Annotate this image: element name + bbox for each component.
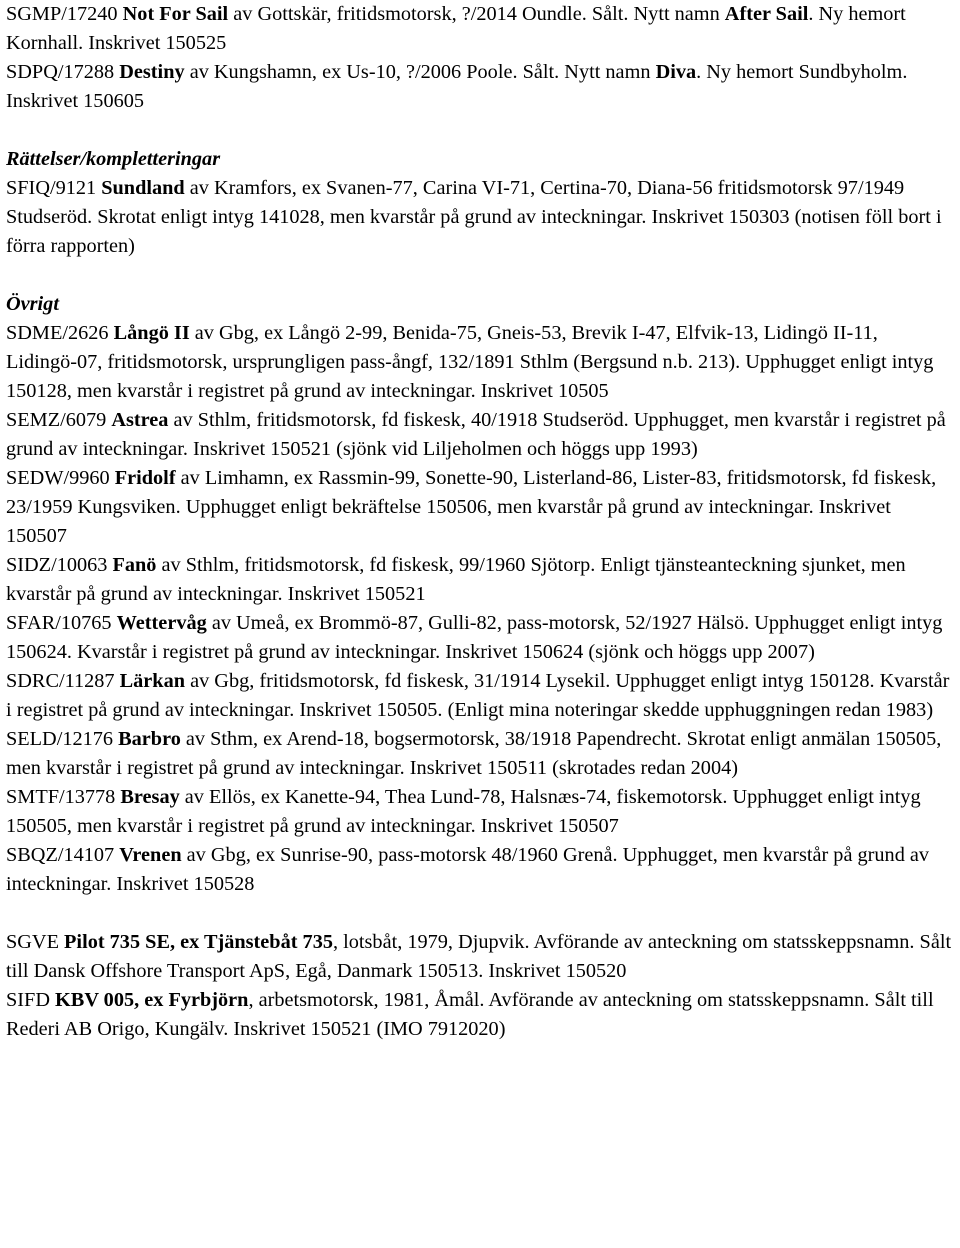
- entry-text: SBQZ/14107: [6, 844, 120, 866]
- vessel-name: After Sail: [724, 3, 809, 25]
- vessel-name: Pilot 735 SE, ex Tjänstebåt 735: [64, 931, 333, 953]
- vessel-entry: [6, 319, 956, 406]
- vessel-entry: [6, 58, 956, 116]
- entry-text: SDPQ/17288: [6, 61, 120, 83]
- entry-text: av Kungshamn, ex Us-10, ?/2006 Poole. Sålt. Nytt namn: [184, 61, 656, 83]
- vessel-entry: [6, 609, 956, 667]
- vessel-entry: [6, 464, 956, 551]
- entry-text: av Umeå, ex Brommö-87, Gulli-82, pass-motorsk, 52/1927 Hälsö. Upphugget enligt intyg 150624. Kvarstår i registret på grund av inteckningar. Inskrivet 150624 (sjönk och höggs upp 2007): [6, 612, 943, 663]
- entry-text: av Sthm, ex Arend-18, bogsermotorsk, 38/1918 Papendrecht. Skrotat enligt anmälan 150505, men kvarstår i registret på grund av inteckningar. Inskrivet 150511 (skrotades redan 2004): [6, 728, 942, 779]
- entry-text: , arbetsmotorsk, 1981, Åmål. Avförande av anteckning om statsskeppsnamn. Sålt till Rederi AB Origo, Kungälv. Inskrivet 150521 (IMO 7912020): [6, 989, 934, 1040]
- entry-text: SEDW/9960: [6, 467, 115, 489]
- entry-text: SDME/2626: [6, 322, 114, 344]
- vessel-name: Fridolf: [114, 467, 176, 489]
- vessel-name: Destiny: [119, 61, 185, 83]
- entry-text: SDRC/11287: [6, 670, 120, 692]
- vessel-name: Lärkan: [119, 670, 186, 692]
- vessel-entry: [6, 406, 956, 464]
- blank-line: [6, 116, 956, 145]
- vessel-name: Astrea: [111, 409, 169, 431]
- entry-text: av Ellös, ex Kanette-94, Thea Lund-78, Halsnæs-74, fiskemotorsk. Upphugget enligt intyg 150505, men kvarstår i registret på grund av inteckningar. Inskrivet 150507: [6, 786, 921, 837]
- vessel-entry: [6, 783, 956, 841]
- vessel-name: Fanö: [112, 554, 157, 576]
- entry-text: SEMZ/6079: [6, 409, 112, 431]
- entry-text: av Sthlm, fritidsmotorsk, fd fiskesk, 40/1918 Studseröd. Upphugget, men kvarstår i registret på grund av inteckningar. Inskrivet 150521 (sjönk vid Liljeholmen och höggs upp 1993): [6, 409, 946, 460]
- entry-text: . Ny hemort Kornhall. Inskrivet 150525: [6, 3, 906, 54]
- section-heading: Övrigt: [6, 293, 59, 315]
- entry-text: SFIQ/9121: [6, 177, 102, 199]
- entry-text: SGMP/17240: [6, 3, 123, 25]
- entry-text: , lotsbåt, 1979, Djupvik. Avförande av anteckning om statsskeppsnamn. Sålt till Dansk Offshore Transport ApS, Egå, Danmark 150513. Inskrivet 150520: [6, 931, 952, 982]
- blank-line: [6, 899, 956, 928]
- vessel-name: Not For Sail: [122, 3, 229, 25]
- entry-text: SELD/12176: [6, 728, 119, 750]
- entry-text: . Ny hemort Sundbyholm. Inskrivet 150605: [6, 61, 908, 112]
- entry-text: av Sthlm, fritidsmotorsk, fd fiskesk, 99/1960 Sjötorp. Enligt tjänsteanteckning sjunket, men kvarstår på grund av inteckningar. Inskrivet 150521: [6, 554, 906, 605]
- entry-text: av Gbg, ex Sunrise-90, pass-motorsk 48/1960 Grenå. Upphugget, men kvarstår på grund av inteckningar. Inskrivet 150528: [6, 844, 930, 895]
- section-heading: Rättelser/kompletteringar: [6, 148, 221, 170]
- vessel-entry: [6, 551, 956, 609]
- entry-text: av Gbg, fritidsmotorsk, fd fiskesk, 31/1914 Lysekil. Upphugget enligt intyg 150128. Kvarstår i registret på grund av inteckningar. Inskrivet 150505. (Enligt mina noteringar skedde upphuggningen redan 1983): [6, 670, 950, 721]
- vessel-name: Vrenen: [119, 844, 182, 866]
- entry-text: SFAR/10765: [6, 612, 117, 634]
- vessel-name: Bresay: [120, 786, 180, 808]
- vessel-entry: [6, 725, 956, 783]
- vessel-name: Diva: [655, 61, 697, 83]
- entry-text: SIDZ/10063: [6, 554, 113, 576]
- entry-text: av Kramfors, ex Svanen-77, Carina VI-71, Certina-70, Diana-56 fritidsmotorsk 97/1949 Studseröd. Skrotat enligt intyg 141028, men kvarstår på grund av inteckningar. Inskrivet 150303 (notisen föll bort i förra rapporten): [6, 177, 942, 257]
- blank-line: [6, 261, 956, 290]
- vessel-entry: [6, 667, 956, 725]
- vessel-entry: [6, 0, 956, 58]
- vessel-entry: [6, 986, 956, 1044]
- vessel-entry: [6, 928, 956, 986]
- vessel-name: KBV 005, ex Fyrbjörn: [55, 989, 249, 1011]
- vessel-name: Barbro: [118, 728, 181, 750]
- entry-text: av Limhamn, ex Rassmin-99, Sonette-90, Listerland-86, Lister-83, fritidsmotorsk, fd fiskesk, 23/1959 Kungsviken. Upphugget enligt bekräftelse 150506, men kvarstår på grund av inteckningar. Inskrivet 150507: [6, 467, 937, 547]
- vessel-name: Wettervåg: [116, 612, 207, 634]
- entry-text: SGVE: [6, 931, 65, 953]
- vessel-name: Långö II: [113, 322, 190, 344]
- entry-text: SIFD: [6, 989, 56, 1011]
- entry-text: SMTF/13778: [6, 786, 121, 808]
- vessel-entry: [6, 174, 956, 261]
- entry-text: av Gbg, ex Långö 2-99, Benida-75, Gneis-53, Brevik I-47, Elfvik-13, Lidingö II-11, Lidingö-07, fritidsmotorsk, ursprungligen pass-ångf, 132/1891 Sthlm (Bergsund n.b. 213). Upphugget enligt intyg 150128, men kvarstår i registret på grund av inteckningar. Inskrivet 10505: [6, 322, 934, 402]
- vessel-entry: [6, 841, 956, 899]
- entry-text: av Gottskär, fritidsmotorsk, ?/2014 Oundle. Sålt. Nytt namn: [228, 3, 725, 25]
- vessel-name: Sundland: [101, 177, 185, 199]
